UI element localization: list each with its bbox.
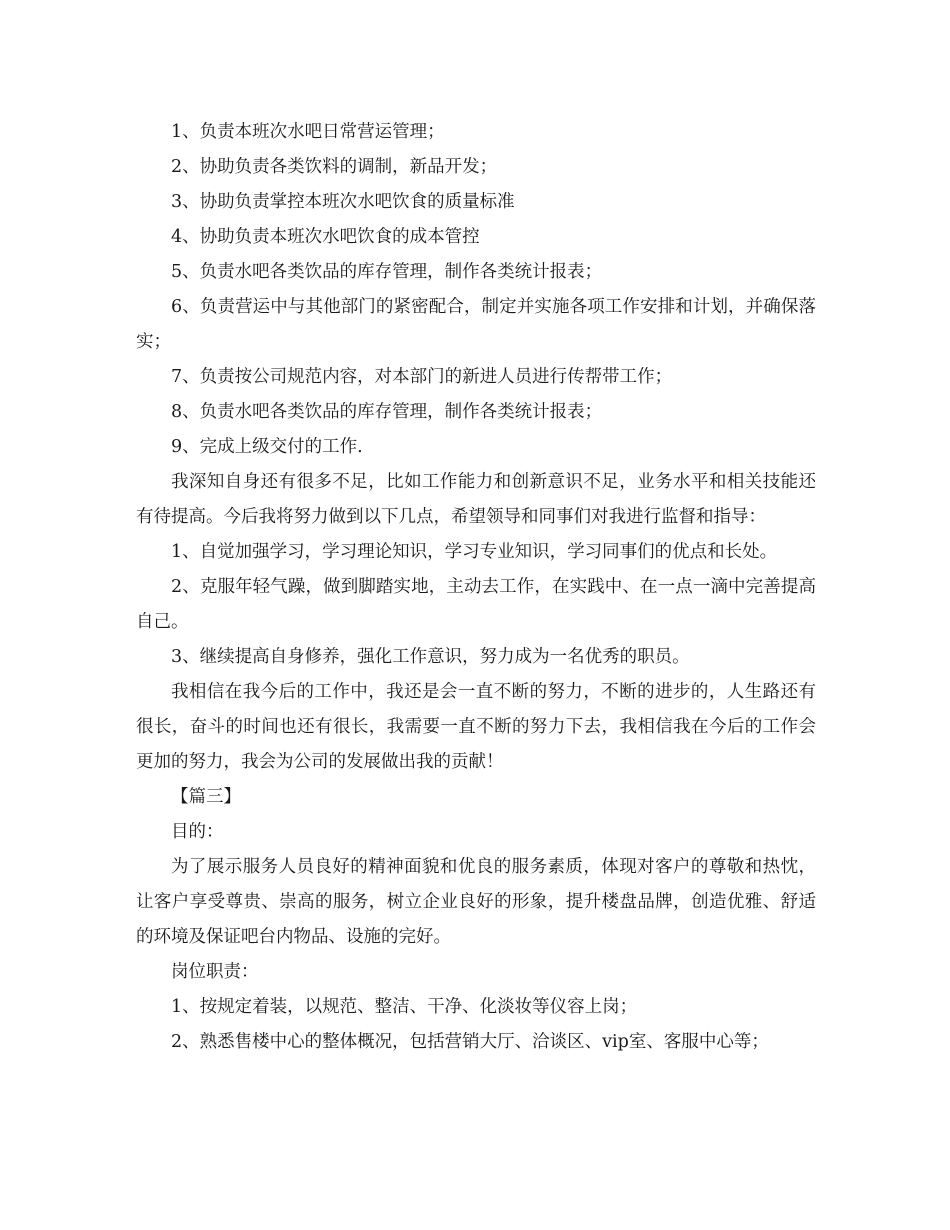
paragraph-duty-6: 6、负责营运中与其他部门的紧密配合，制定并实施各项工作安排和计划，并确保落实； bbox=[136, 297, 816, 352]
paragraph-responsibilities-label: 岗位职责： bbox=[171, 962, 259, 982]
paragraph-responsibility-1: 1、按规定着装，以规范、整洁、干净、化淡妆等仪容上岗； bbox=[171, 997, 638, 1017]
paragraph-duty-2: 2、协助负责各类饮料的调制，新品开发； bbox=[171, 157, 498, 177]
paragraph-plan-2: 2、克服年轻气躁，做到脚踏实地，主动去工作，在实践中、在一点一滴中完善提高自己。 bbox=[136, 577, 816, 632]
paragraph-duty-3: 3、协助负责掌控本班次水吧饮食的质量标准 bbox=[171, 192, 515, 212]
paragraph-duty-1: 1、负责本班次水吧日常营运管理； bbox=[171, 122, 445, 142]
paragraph-conclusion: 我相信在我今后的工作中，我还是会一直不断的努力，不断的进步的，人生路还有很长，奋斗的时间也还有很长，我需要一直不断的努力下去，我相信我在今后的工作会更加的努力，我会为公司的发展做出我的贡献！ bbox=[136, 682, 816, 772]
paragraph-plan-1: 1、自觉加强学习，学习理论知识，学习专业知识，学习同事们的优点和长处。 bbox=[171, 542, 778, 562]
paragraph-purpose-label: 目的： bbox=[171, 822, 224, 842]
paragraph-purpose: 为了展示服务人员良好的精神面貌和优良的服务素质，体现对客户的尊敬和热忱，让客户享受尊贵、崇高的服务，树立企业良好的形象，提升楼盘品牌，创造优雅、舒适的环境及保证吧台内物品、设施的完好。 bbox=[136, 857, 816, 947]
document-body bbox=[136, 115, 816, 1060]
paragraph-duty-8: 8、负责水吧各类饮品的库存管理，制作各类统计报表； bbox=[171, 402, 603, 422]
section-heading: 【篇三】 bbox=[171, 787, 241, 807]
paragraph-plan-3: 3、继续提高自身修养，强化工作意识，努力成为一名优秀的职员。 bbox=[171, 647, 690, 667]
paragraph-duty-4: 4、协助负责本班次水吧饮食的成本管控 bbox=[171, 227, 480, 247]
paragraph-duty-7: 7、负责按公司规范内容，对本部门的新进人员进行传帮带工作； bbox=[171, 367, 673, 387]
paragraph-duty-5: 5、负责水吧各类饮品的库存管理，制作各类统计报表； bbox=[171, 262, 603, 282]
paragraph-self-assessment: 我深知自身还有很多不足，比如工作能力和创新意识不足，业务水平和相关技能还有待提高。今后我将努力做到以下几点，希望领导和同事们对我进行监督和指导： bbox=[136, 472, 816, 527]
paragraph-duty-9: 9、完成上级交付的工作. bbox=[171, 437, 363, 457]
paragraph-responsibility-2: 2、熟悉售楼中心的整体概况，包括营销大厅、洽谈区、vip室、客服中心等； bbox=[171, 1032, 769, 1052]
